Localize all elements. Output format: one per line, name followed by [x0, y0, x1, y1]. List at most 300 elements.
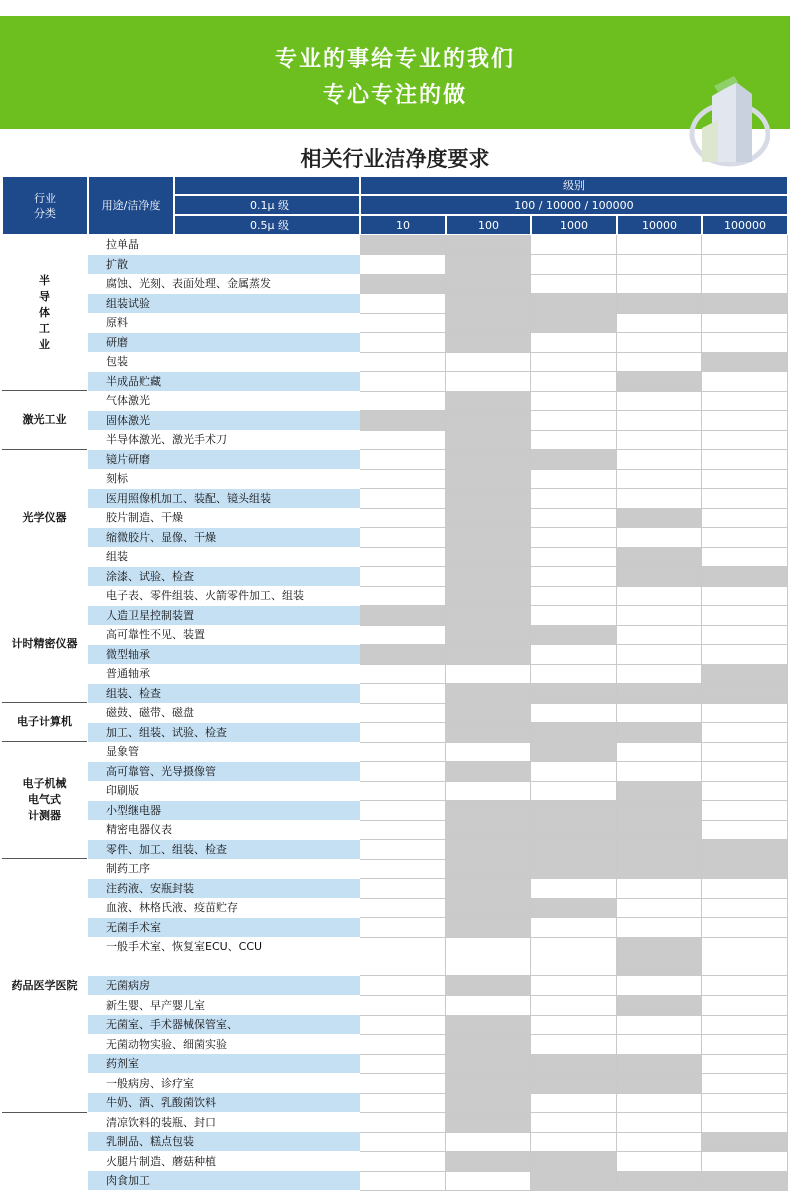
level-cell — [531, 1171, 617, 1191]
level-cell — [446, 1113, 531, 1133]
level-cell — [617, 450, 702, 470]
level-cell — [446, 762, 531, 782]
level-cell — [531, 996, 617, 1016]
header-blank — [174, 176, 360, 195]
level-cell — [702, 801, 788, 821]
level-cell — [617, 645, 702, 665]
level-cell — [360, 684, 446, 704]
level-cell — [531, 801, 617, 821]
level-cell — [702, 313, 788, 333]
header-level-range: 100 / 10000 / 100000 — [360, 195, 788, 215]
level-cell — [531, 625, 617, 645]
level-cell — [702, 859, 788, 879]
usage-cell: 普通轴承 — [88, 664, 360, 684]
level-cell — [446, 801, 531, 821]
level-cell — [531, 976, 617, 996]
level-cell — [360, 820, 446, 840]
usage-cell: 精密电器仪表 — [88, 820, 360, 840]
level-cell — [446, 723, 531, 743]
header-level-100: 100 — [446, 215, 531, 235]
level-cell — [531, 508, 617, 528]
level-cell — [617, 1171, 702, 1191]
usage-cell: 固体激光 — [88, 411, 360, 431]
level-cell — [702, 508, 788, 528]
level-cell — [531, 781, 617, 801]
level-cell — [531, 762, 617, 782]
usage-cell: 一般手术室、恢复室ECU、CCU — [88, 937, 360, 976]
category-cell: 药品医学医院 — [2, 859, 87, 1113]
level-cell — [446, 684, 531, 704]
level-cell — [617, 859, 702, 879]
level-cell — [617, 703, 702, 723]
level-cell — [446, 606, 531, 626]
usage-cell: 半导体激光、激光手术刀 — [88, 430, 360, 450]
level-cell — [702, 1015, 788, 1035]
level-cell — [531, 255, 617, 275]
level-cell — [617, 294, 702, 314]
level-cell — [617, 918, 702, 938]
level-cell — [446, 391, 531, 411]
level-cell — [617, 898, 702, 918]
level-cell — [360, 391, 446, 411]
usage-cell: 腐蚀、光刻、表面处理、金属蒸发 — [88, 274, 360, 294]
level-cell — [531, 820, 617, 840]
level-cell — [446, 996, 531, 1016]
level-cell — [531, 469, 617, 489]
banner-line-2: 专心专注的做 — [322, 83, 467, 108]
level-cell — [617, 801, 702, 821]
level-cell — [446, 430, 531, 450]
level-cell — [702, 879, 788, 899]
usage-cell: 镜片研磨 — [88, 450, 360, 470]
level-cell — [531, 450, 617, 470]
level-cell — [531, 489, 617, 509]
level-cell — [617, 840, 702, 860]
level-cell — [617, 1132, 702, 1152]
level-cell — [531, 391, 617, 411]
level-cell — [531, 235, 617, 255]
usage-cell: 电子表、零件组装、火箭零件加工、组装 — [88, 586, 360, 606]
usage-cell: 一般病房、诊疗室 — [88, 1074, 360, 1094]
level-cell — [360, 840, 446, 860]
level-cell — [531, 586, 617, 606]
usage-cell: 半成品贮藏 — [88, 372, 360, 392]
level-cell — [531, 1015, 617, 1035]
level-cell — [360, 996, 446, 1016]
category-cell: 光学仪器 — [2, 450, 87, 587]
header-usage: 用途/洁净度 — [88, 176, 174, 235]
level-cell — [446, 547, 531, 567]
level-cell — [360, 333, 446, 353]
level-cell — [531, 1035, 617, 1055]
level-cell — [446, 294, 531, 314]
level-cell — [531, 352, 617, 372]
level-cell — [531, 567, 617, 587]
level-cell — [702, 684, 788, 704]
level-cell — [360, 372, 446, 392]
level-cell — [446, 840, 531, 860]
level-cell — [617, 469, 702, 489]
level-cell — [360, 352, 446, 372]
level-cell — [617, 274, 702, 294]
level-cell — [446, 567, 531, 587]
level-cell — [617, 879, 702, 899]
level-cell — [360, 586, 446, 606]
usage-cell: 乳制品、糕点包装 — [88, 1132, 360, 1152]
usage-cell: 原料 — [88, 313, 360, 333]
level-cell — [617, 255, 702, 275]
level-cell — [531, 528, 617, 548]
usage-cell: 肉食加工 — [88, 1171, 360, 1191]
level-cell — [360, 313, 446, 333]
level-cell — [360, 255, 446, 275]
level-cell — [617, 1152, 702, 1172]
level-cell — [360, 1035, 446, 1055]
level-cell — [360, 1132, 446, 1152]
level-cell — [617, 1035, 702, 1055]
level-cell — [446, 879, 531, 899]
level-cell — [702, 645, 788, 665]
banner-line-1: 专业的事给专业的我们 — [274, 47, 515, 72]
level-cell — [360, 781, 446, 801]
level-cell — [617, 586, 702, 606]
level-cell — [360, 469, 446, 489]
header-micron-05: 0.5μ 级 — [174, 215, 360, 235]
level-cell — [360, 723, 446, 743]
usage-cell: 刻标 — [88, 469, 360, 489]
level-cell — [360, 976, 446, 996]
level-cell — [702, 430, 788, 450]
level-cell — [446, 937, 531, 976]
level-cell — [617, 547, 702, 567]
level-cell — [360, 294, 446, 314]
level-cell — [531, 333, 617, 353]
usage-cell: 小型继电器 — [88, 801, 360, 821]
level-cell — [446, 1132, 531, 1152]
level-cell — [446, 450, 531, 470]
usage-cell: 磁鼓、磁带、磁盘 — [88, 703, 360, 723]
header-level: 级别 — [360, 176, 788, 195]
level-cell — [617, 235, 702, 255]
level-cell — [702, 333, 788, 353]
usage-cell: 人造卫星控制装置 — [88, 606, 360, 626]
level-cell — [702, 1152, 788, 1172]
usage-cell: 加工、组装、试验、检查 — [88, 723, 360, 743]
level-cell — [617, 820, 702, 840]
level-cell — [531, 742, 617, 762]
level-cell — [531, 1152, 617, 1172]
category-cell: 电子机械 电气式 计测器 — [2, 742, 87, 859]
level-cell — [702, 664, 788, 684]
usage-cell: 胶片制造、干燥 — [88, 508, 360, 528]
level-cell — [360, 762, 446, 782]
category-cell: 电子计算机 — [2, 703, 87, 742]
usage-cell: 组装试验 — [88, 294, 360, 314]
level-cell — [617, 489, 702, 509]
level-cell — [617, 723, 702, 743]
usage-cell: 印刷版 — [88, 781, 360, 801]
level-cell — [360, 1152, 446, 1172]
level-cell — [446, 235, 531, 255]
usage-cell: 组装 — [88, 547, 360, 567]
header-micron-01: 0.1μ 级 — [174, 195, 360, 215]
level-cell — [446, 489, 531, 509]
usage-cell: 拉单晶 — [88, 235, 360, 255]
level-cell — [617, 684, 702, 704]
level-cell — [360, 411, 446, 431]
usage-cell: 包装 — [88, 352, 360, 372]
level-cell — [702, 703, 788, 723]
usage-cell: 制药工序 — [88, 859, 360, 879]
level-cell — [531, 918, 617, 938]
level-cell — [446, 976, 531, 996]
level-cell — [702, 606, 788, 626]
level-cell — [617, 664, 702, 684]
usage-cell: 气体激光 — [88, 391, 360, 411]
level-cell — [702, 1093, 788, 1113]
header-level-1000: 1000 — [531, 215, 617, 235]
level-cell — [446, 508, 531, 528]
usage-cell: 牛奶、酒、乳酸菌饮料 — [88, 1093, 360, 1113]
usage-cell: 无菌手术室 — [88, 918, 360, 938]
level-cell — [702, 352, 788, 372]
level-cell — [702, 937, 788, 976]
usage-cell: 缩微胶片、显像、干燥 — [88, 528, 360, 548]
category-cell: 半 导 体 工 业 — [2, 235, 87, 391]
level-cell — [446, 645, 531, 665]
level-cell — [531, 684, 617, 704]
usage-cell: 零件、加工、组装、检查 — [88, 840, 360, 860]
level-cell — [702, 294, 788, 314]
level-cell — [446, 703, 531, 723]
level-cell — [617, 508, 702, 528]
level-cell — [531, 645, 617, 665]
level-cell — [702, 469, 788, 489]
level-cell — [531, 723, 617, 743]
usage-cell: 涂漆、试验、检查 — [88, 567, 360, 587]
usage-cell: 研磨 — [88, 333, 360, 353]
category-cell: 计时精密仪器 — [2, 586, 87, 703]
level-cell — [531, 313, 617, 333]
level-cell — [617, 1113, 702, 1133]
usage-cell: 血液、林格氏液、疫苗贮存 — [88, 898, 360, 918]
level-cell — [531, 664, 617, 684]
usage-cell: 无菌室、手术器械保管室、 — [88, 1015, 360, 1035]
level-cell — [702, 1035, 788, 1055]
level-cell — [702, 625, 788, 645]
level-cell — [617, 762, 702, 782]
category-cell: 激光工业 — [2, 391, 87, 450]
usage-cell: 无菌动物实验、细菌实验 — [88, 1035, 360, 1055]
level-cell — [360, 1074, 446, 1094]
level-cell — [446, 586, 531, 606]
level-cell — [360, 1113, 446, 1133]
level-cell — [617, 352, 702, 372]
level-cell — [446, 1074, 531, 1094]
level-cell — [702, 235, 788, 255]
level-cell — [531, 840, 617, 860]
level-cell — [446, 1054, 531, 1074]
level-cell — [446, 1152, 531, 1172]
level-cell — [702, 489, 788, 509]
level-cell — [702, 976, 788, 996]
usage-cell: 清凉饮料的装瓶、封口 — [88, 1113, 360, 1133]
level-cell — [360, 664, 446, 684]
level-cell — [360, 1093, 446, 1113]
usage-cell: 微型轴承 — [88, 645, 360, 665]
level-cell — [531, 606, 617, 626]
level-cell — [617, 411, 702, 431]
level-cell — [617, 625, 702, 645]
level-cell — [531, 411, 617, 431]
level-cell — [446, 1171, 531, 1191]
level-cell — [360, 235, 446, 255]
level-cell — [360, 742, 446, 762]
level-cell — [360, 547, 446, 567]
level-cell — [446, 469, 531, 489]
header-industry: 行业 分类 — [2, 176, 88, 235]
usage-cell: 新生婴、早产婴儿室 — [88, 996, 360, 1016]
level-cell — [617, 606, 702, 626]
level-cell — [702, 1113, 788, 1133]
level-cell — [446, 372, 531, 392]
level-cell — [531, 898, 617, 918]
usage-cell: 注药液、安瓶封装 — [88, 879, 360, 899]
level-cell — [446, 411, 531, 431]
level-cell — [702, 567, 788, 587]
level-cell — [360, 508, 446, 528]
level-cell — [531, 859, 617, 879]
level-cell — [531, 937, 617, 976]
level-cell — [702, 586, 788, 606]
level-cell — [360, 450, 446, 470]
level-cell — [617, 976, 702, 996]
header-level-10: 10 — [360, 215, 446, 235]
table-title: 相关行业洁净度要求 — [300, 146, 490, 171]
level-cell — [360, 1015, 446, 1035]
level-cell — [360, 430, 446, 450]
level-cell — [702, 547, 788, 567]
level-cell — [446, 1035, 531, 1055]
level-cell — [531, 372, 617, 392]
usage-cell: 医用照像机加工、装配、镜头组装 — [88, 489, 360, 509]
level-cell — [531, 1074, 617, 1094]
level-cell — [702, 820, 788, 840]
header-banner — [0, 16, 790, 129]
level-cell — [702, 255, 788, 275]
usage-cell: 显象管 — [88, 742, 360, 762]
level-cell — [446, 313, 531, 333]
level-cell — [531, 1132, 617, 1152]
level-cell — [446, 898, 531, 918]
level-cell — [702, 450, 788, 470]
level-cell — [617, 1093, 702, 1113]
level-cell — [446, 528, 531, 548]
level-cell — [360, 898, 446, 918]
level-cell — [702, 1132, 788, 1152]
usage-cell: 扩散 — [88, 255, 360, 275]
level-cell — [617, 333, 702, 353]
level-cell — [531, 430, 617, 450]
level-cell — [617, 1015, 702, 1035]
level-cell — [702, 528, 788, 548]
level-cell — [531, 1054, 617, 1074]
usage-cell: 高可靠性不见、装置 — [88, 625, 360, 645]
level-cell — [446, 859, 531, 879]
level-cell — [360, 1171, 446, 1191]
top-margin — [0, 0, 790, 16]
level-cell — [617, 313, 702, 333]
level-cell — [360, 567, 446, 587]
level-cell — [702, 781, 788, 801]
header-level-10000: 10000 — [617, 215, 702, 235]
level-cell — [617, 567, 702, 587]
level-cell — [446, 781, 531, 801]
level-cell — [617, 937, 702, 976]
level-cell — [702, 411, 788, 431]
level-cell — [617, 372, 702, 392]
level-cell — [360, 274, 446, 294]
level-cell — [531, 703, 617, 723]
level-cell — [702, 996, 788, 1016]
level-cell — [531, 547, 617, 567]
level-cell — [702, 918, 788, 938]
level-cell — [446, 1093, 531, 1113]
level-cell — [531, 1093, 617, 1113]
usage-cell: 无菌病房 — [88, 976, 360, 996]
level-cell — [446, 820, 531, 840]
level-cell — [617, 1074, 702, 1094]
usage-cell: 火腿片制造、蘑菇种植 — [88, 1152, 360, 1172]
usage-cell: 组装、检查 — [88, 684, 360, 704]
level-cell — [702, 723, 788, 743]
level-cell — [360, 528, 446, 548]
level-cell — [702, 898, 788, 918]
level-cell — [446, 625, 531, 645]
level-cell — [702, 391, 788, 411]
level-cell — [446, 664, 531, 684]
level-cell — [360, 937, 446, 976]
header-level-100000: 100000 — [702, 215, 788, 235]
level-cell — [702, 742, 788, 762]
level-cell — [531, 294, 617, 314]
level-cell — [702, 1054, 788, 1074]
level-cell — [360, 859, 446, 879]
level-cell — [360, 703, 446, 723]
level-cell — [702, 1074, 788, 1094]
level-cell — [531, 274, 617, 294]
level-cell — [702, 1171, 788, 1191]
level-cell — [617, 996, 702, 1016]
level-cell — [617, 742, 702, 762]
level-cell — [702, 372, 788, 392]
level-cell — [617, 781, 702, 801]
usage-cell: 药剂室 — [88, 1054, 360, 1074]
level-cell — [360, 606, 446, 626]
level-cell — [446, 918, 531, 938]
level-cell — [702, 840, 788, 860]
level-cell — [617, 528, 702, 548]
level-cell — [531, 879, 617, 899]
level-cell — [360, 645, 446, 665]
level-cell — [702, 274, 788, 294]
level-cell — [446, 274, 531, 294]
level-cell — [446, 742, 531, 762]
level-cell — [446, 333, 531, 353]
level-cell — [446, 1015, 531, 1035]
level-cell — [360, 918, 446, 938]
level-cell — [446, 255, 531, 275]
